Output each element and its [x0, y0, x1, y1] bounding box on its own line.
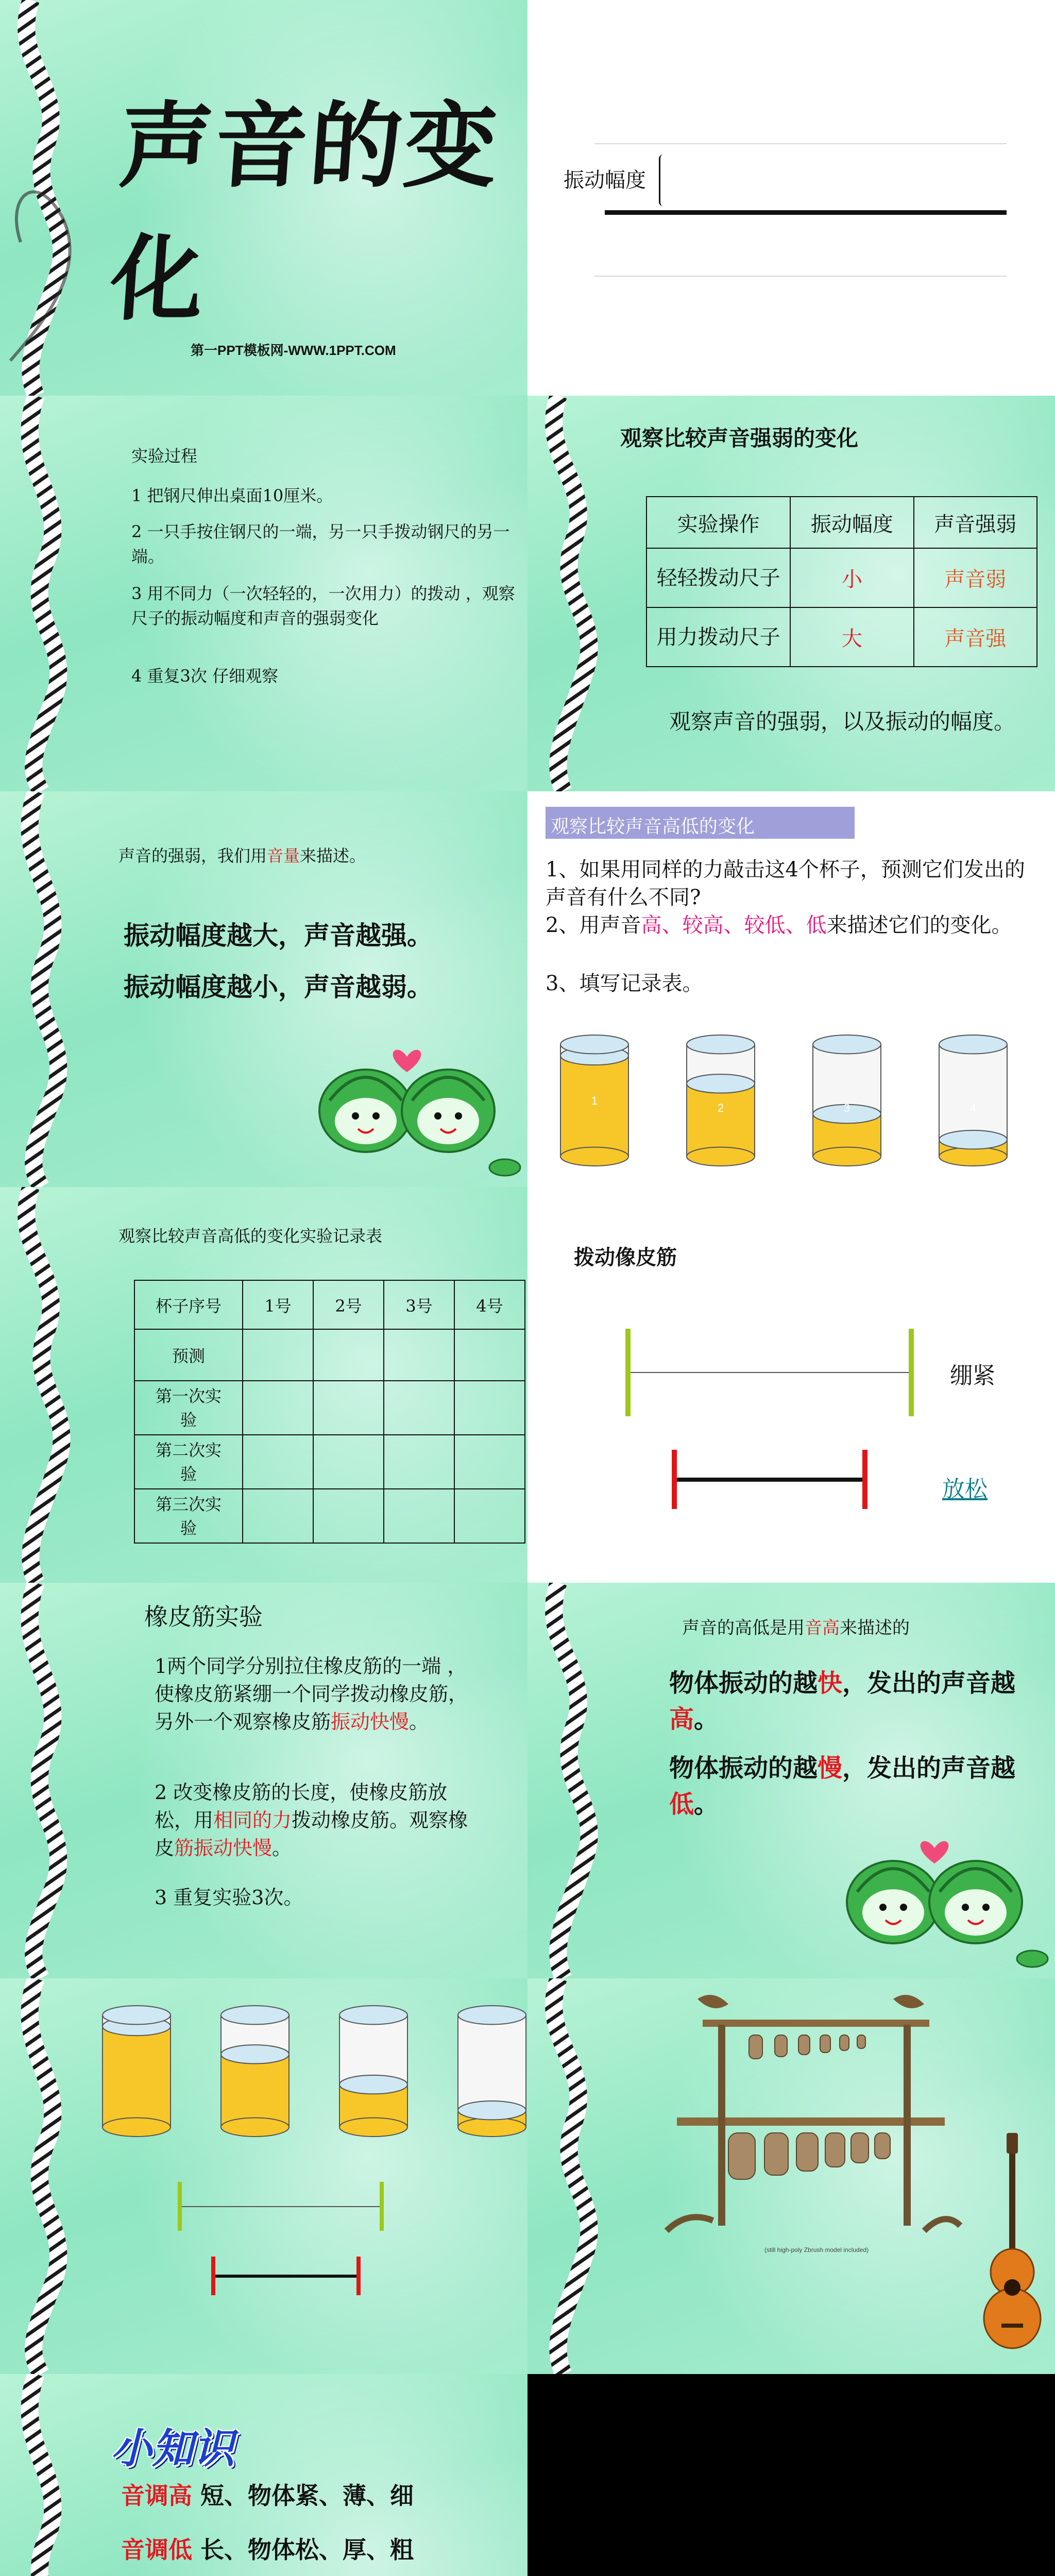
tip-text: 长、物体松、厚、粗 — [192, 2536, 414, 2564]
empty-cell[interactable] — [313, 1329, 384, 1381]
tight-label: 绷紧 — [950, 1363, 995, 1388]
question-1: 1、如果用同样的力敲击这4个杯子，预测它们发出的声音有什么不同? — [546, 858, 1025, 909]
table-cell: 声音弱 — [914, 548, 1037, 607]
table-header: 1号 — [243, 1280, 313, 1329]
keyword-volume: 音量 — [267, 846, 300, 866]
cup-1 — [100, 2004, 173, 2138]
piano-clef-decoration — [528, 1583, 625, 1978]
table-cell: 大 — [790, 607, 913, 667]
guitar-image — [981, 2133, 1043, 2349]
table-header: 振动幅度 — [790, 497, 913, 548]
cup-number-label: 3 — [843, 1101, 850, 1114]
intro-text: 来描述的 — [840, 1618, 910, 1638]
table-header: 杯子序号 — [134, 1280, 243, 1329]
rule-text: 物体振动的越 — [669, 1754, 818, 1783]
slide-12-instruments — [528, 1978, 1055, 2374]
table-header: 2号 — [313, 1280, 384, 1329]
watermelon-mascots — [837, 1825, 1053, 1969]
experiment-step-3: 3 重复实验3次。 — [155, 1886, 303, 1909]
divider-line — [594, 276, 1007, 277]
slide-heading: 拨动像皮筋 — [574, 1246, 677, 1269]
keyword: 慢 — [818, 1754, 843, 1783]
image-caption: (still high-poly Zbrush model included) — [764, 2246, 869, 2253]
cup-number-label: 1 — [591, 1094, 598, 1107]
row-label: 预测 — [134, 1329, 243, 1381]
record-table — [134, 1280, 525, 1544]
loudness-table — [646, 496, 1037, 667]
table-cell: 小 — [790, 548, 913, 607]
slide-14-blank — [528, 2374, 1055, 2576]
piano-clef-decoration — [0, 0, 98, 396]
empty-cell[interactable] — [454, 1435, 525, 1489]
slide-4-loudness-table — [528, 396, 1055, 791]
pitch-rule-fast — [669, 1665, 1030, 1737]
tip-label: 音调高 — [121, 2482, 192, 2510]
piano-clef-decoration — [528, 1978, 625, 2374]
empty-cell[interactable] — [313, 1435, 384, 1489]
cup-2 — [685, 1033, 757, 1167]
table-header: 4号 — [454, 1280, 525, 1329]
table-caption: 观察声音的强弱，以及振动的幅度。 — [669, 709, 1016, 734]
empty-cell[interactable] — [243, 1329, 313, 1381]
slide-9-band-experiment — [0, 1583, 528, 1978]
divider-line — [594, 143, 1007, 144]
slide-heading: 观察比较声音高低的变化 — [551, 816, 755, 837]
empty-cell[interactable] — [313, 1489, 384, 1543]
chime-bells-image — [646, 1989, 965, 2236]
piano-clef-decoration — [0, 1187, 98, 1583]
table-header: 3号 — [384, 1280, 454, 1329]
cup-number-label: 2 — [717, 1101, 724, 1114]
slide-8-rubber-band — [528, 1187, 1055, 1583]
volume-intro — [118, 843, 366, 867]
empty-cell[interactable] — [243, 1381, 313, 1435]
table-title: 观察比较声音高低的变化实验记录表 — [118, 1226, 383, 1246]
loose-band-diagram — [211, 2257, 361, 2295]
empty-cell[interactable] — [384, 1381, 454, 1435]
slide-title: 声音的变化 — [107, 92, 503, 333]
slide-5-volume — [0, 791, 528, 1187]
piano-clef-decoration — [528, 396, 625, 791]
tight-band-diagram — [178, 2182, 384, 2231]
procedure-heading: 实验过程 — [131, 446, 198, 466]
pitch-rule-slow — [669, 1750, 1030, 1822]
table-header: 声音强弱 — [914, 497, 1037, 548]
empty-cell[interactable] — [454, 1489, 525, 1543]
table-header: 实验操作 — [646, 497, 790, 548]
keyword: 筋振动快慢 — [174, 1837, 273, 1859]
step-text: 1两个同学分别拉住橡皮筋的一端 ，使橡皮筋紧绷一个同学拨动橡皮筋，另外一个观察橡皮筋 — [155, 1655, 468, 1733]
rule-text: 。 — [694, 1790, 719, 1819]
piano-clef-decoration — [0, 1583, 98, 1978]
slide-heading-band — [546, 807, 855, 839]
slide-1-title — [0, 0, 528, 396]
tip-label: 音调低 — [121, 2536, 192, 2564]
watermelon-mascots — [309, 1033, 525, 1178]
empty-cell[interactable] — [313, 1381, 384, 1435]
procedure-step: 4 重复3次 仔细观察 — [131, 666, 279, 686]
slide-11-cups-bands — [0, 1978, 528, 2374]
rule-text: 物体振动的越 — [669, 1669, 818, 1698]
procedure-step: 2 一只手按住钢尺的一端，另一只手拨动钢尺的另一端。 — [131, 522, 510, 566]
question-text: 来描述它们的变化。 — [826, 913, 1012, 937]
amplitude-rule: 振动幅度越大，声音越强。 — [124, 920, 433, 951]
tips-title: 小知识 — [111, 2424, 234, 2472]
empty-cell[interactable] — [384, 1489, 454, 1543]
row-label: 第一次实验 — [134, 1381, 243, 1435]
table-cell: 声音强 — [914, 607, 1037, 667]
cup-number-label: 4 — [969, 1101, 977, 1114]
question-text: 2、用声音 — [546, 913, 641, 937]
tip-row-low — [121, 2531, 414, 2565]
loose-label-link[interactable]: 放松 — [942, 1477, 988, 1502]
empty-cell[interactable] — [384, 1329, 454, 1381]
cup-4 — [456, 2004, 528, 2138]
piano-clef-decoration — [0, 2374, 98, 2576]
rule-text: 。 — [694, 1705, 719, 1734]
experiment-step-1 — [155, 1652, 484, 1736]
keyword: 振动快慢 — [331, 1710, 410, 1733]
question-3: 3、填写记录表。 — [546, 972, 703, 995]
step-text: 。 — [272, 1837, 292, 1859]
tight-band-diagram — [625, 1329, 914, 1416]
cup-3 — [811, 1033, 883, 1167]
question-2 — [546, 911, 1035, 939]
pitch-intro — [682, 1614, 910, 1639]
step-text: 2 改变橡皮筋的长度，使橡皮筋放松，用 — [155, 1781, 448, 1832]
table-cell: 用力拨动尺子 — [646, 607, 790, 667]
ruler-line — [605, 210, 1007, 215]
empty-cell[interactable] — [454, 1381, 525, 1435]
keyword-pitch: 音高 — [805, 1618, 840, 1638]
keyword: 相同的力 — [213, 1809, 292, 1832]
experiment-step-2 — [155, 1778, 484, 1862]
keyword: 高 — [669, 1705, 694, 1734]
slide-2-amplitude — [528, 0, 1055, 396]
amplitude-rule: 振动幅度越小，声音越弱。 — [124, 972, 433, 1002]
slide-3-procedure — [0, 396, 528, 791]
keyword: 快 — [818, 1669, 843, 1698]
step-text: 拨动橡皮筋。观察橡皮 — [155, 1809, 468, 1859]
rule-text: ，发出的声音越 — [842, 1754, 1016, 1783]
cup-2 — [219, 2004, 291, 2138]
piano-clef-decoration — [0, 1978, 98, 2374]
pitch-terms: 高、较高、较低、低 — [641, 913, 827, 937]
intro-text: 声音的强弱，我们用 — [118, 846, 267, 866]
empty-cell[interactable] — [243, 1489, 313, 1543]
step-text: 。 — [409, 1710, 429, 1733]
slide-7-record-table — [0, 1187, 528, 1583]
piano-clef-decoration — [0, 791, 98, 1187]
empty-cell[interactable] — [454, 1329, 525, 1381]
cup-4 — [937, 1033, 1009, 1167]
intro-text: 来描述。 — [300, 846, 366, 866]
row-label: 第三次实验 — [134, 1489, 243, 1543]
cup-1 — [558, 1033, 631, 1167]
ruler-bracket — [659, 155, 663, 206]
slide-heading: 观察比较声音强弱的变化 — [620, 426, 859, 451]
intro-text: 声音的高低是用 — [682, 1618, 805, 1638]
slide-6-pitch-cups — [528, 791, 1055, 1187]
piano-clef-decoration — [0, 396, 98, 791]
tip-row-high — [121, 2477, 414, 2511]
loose-band-diagram — [672, 1450, 867, 1509]
cup-3 — [337, 2004, 410, 2138]
slide-footer: 第一PPT模板网-WWW.1PPT.COM — [191, 343, 396, 358]
tip-text: 短、物体紧、薄、细 — [192, 2482, 414, 2510]
empty-cell[interactable] — [384, 1435, 454, 1489]
table-cell: 轻轻拨动尺子 — [646, 548, 790, 607]
empty-cell[interactable] — [243, 1435, 313, 1489]
experiment-heading: 橡皮筋实验 — [144, 1603, 263, 1631]
slide-13-tips — [0, 2374, 528, 2576]
keyword: 低 — [669, 1790, 694, 1819]
row-label: 第二次实验 — [134, 1435, 243, 1489]
slide-10-pitch-rule — [528, 1583, 1055, 1978]
rule-text: ，发出的声音越 — [842, 1669, 1016, 1698]
amplitude-label: 振动幅度 — [564, 168, 646, 192]
procedure-step: 3 用不同力（一次轻轻的，一次用力）的拨动 ，观察尺子的振动幅度和声音的强弱变化 — [131, 584, 515, 628]
procedure-step: 1 把钢尺伸出桌面10厘米。 — [131, 486, 333, 505]
